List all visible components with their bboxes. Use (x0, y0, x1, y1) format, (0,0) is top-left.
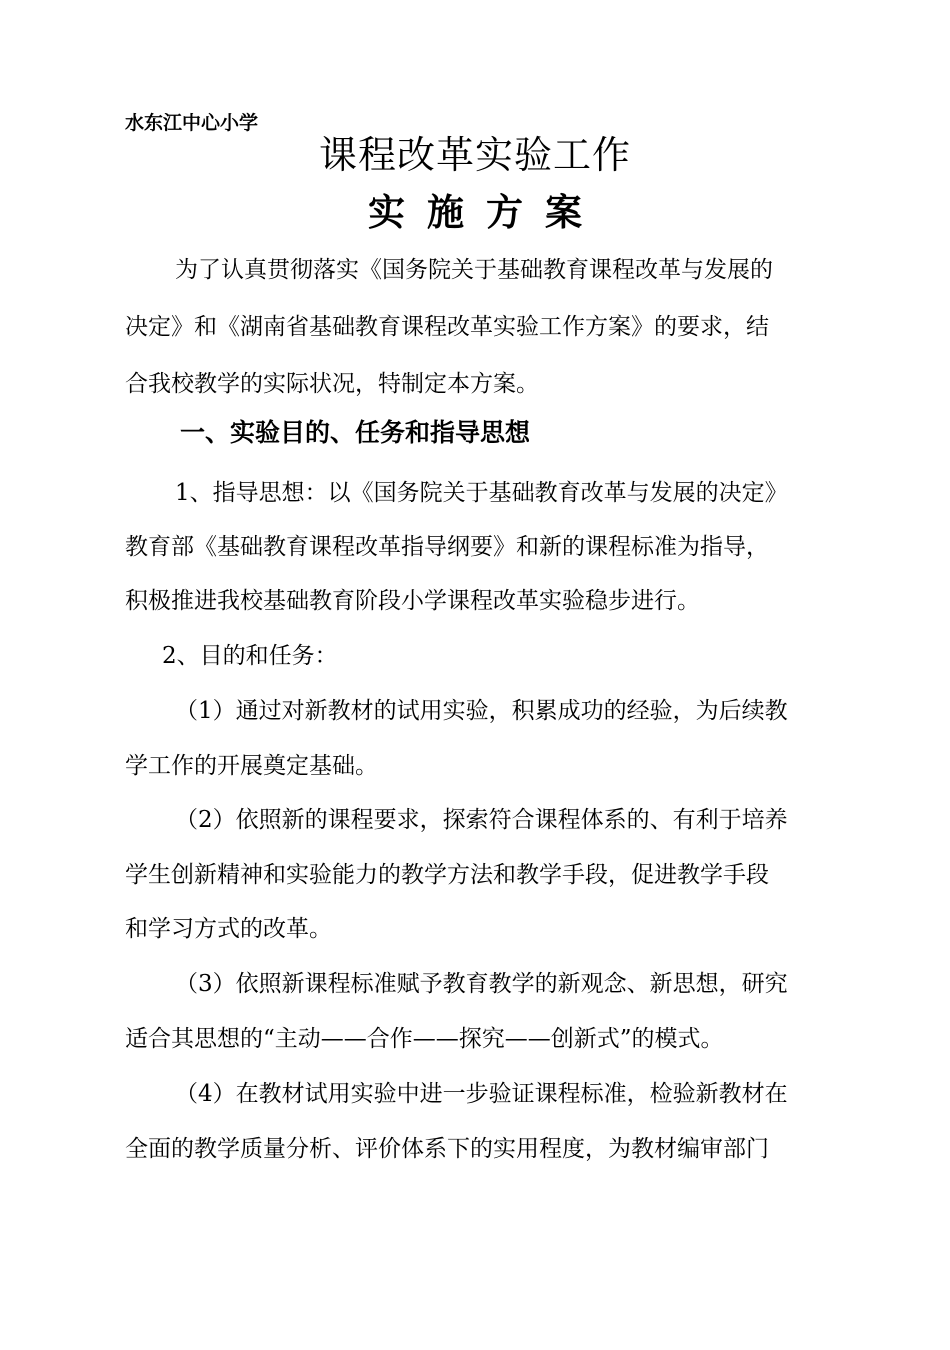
goals-heading: 2、目的和任务： (162, 643, 338, 669)
goal2-line-3: 和学习方式的改革。 (125, 916, 332, 942)
intro-line-2: 决定》和《湖南省基础教育课程改革实验工作方案》的要求，结 (125, 314, 769, 340)
goal2-line-2: 学生创新精神和实验能力的教学方法和教学手段，促进教学手段 (125, 862, 769, 888)
section-heading-1: 一、实验目的、任务和指导思想 (180, 418, 531, 447)
goal4-line-2: 全面的教学质量分析、评价体系下的实用程度，为教材编审部门 (125, 1136, 769, 1162)
guiding-line-2: 教育部《基础教育课程改革指导纲要》和新的课程标准为指导， (125, 534, 769, 560)
goal2-line-1: （2）依照新的课程要求，探索符合课程体系的、有利于培养 (175, 807, 788, 833)
guiding-line-3: 积极推进我校基础教育阶段小学课程改革实验稳步进行。 (125, 588, 700, 614)
document-title: 课程改革实验工作 (318, 133, 631, 177)
school-name: 水东江中心小学 (125, 112, 259, 134)
goal3-line-1: （3）依照新课程标准赋予教育教学的新观念、新思想，研究 (175, 971, 788, 997)
goal4-line-1: （4）在教材试用实验中进一步验证课程标准，检验新教材在 (175, 1081, 788, 1107)
intro-line-1: 为了认真贯彻落实《国务院关于基础教育课程改革与发展的 (175, 257, 773, 283)
goal3-line-2: 适合其思想的“主动——合作——探究——创新式”的模式。 (125, 1026, 724, 1052)
guiding-line-1: 1、指导思想：以《国务院关于基础教育改革与发展的决定》 (175, 480, 788, 506)
document-subtitle: 实施方案 (368, 190, 604, 234)
goal1-line-1: （1）通过对新教材的试用实验，积累成功的经验，为后续教 (175, 698, 788, 724)
intro-line-3: 合我校教学的实际状况，特制定本方案。 (125, 371, 539, 397)
goal1-line-2: 学工作的开展奠定基础。 (125, 753, 378, 779)
